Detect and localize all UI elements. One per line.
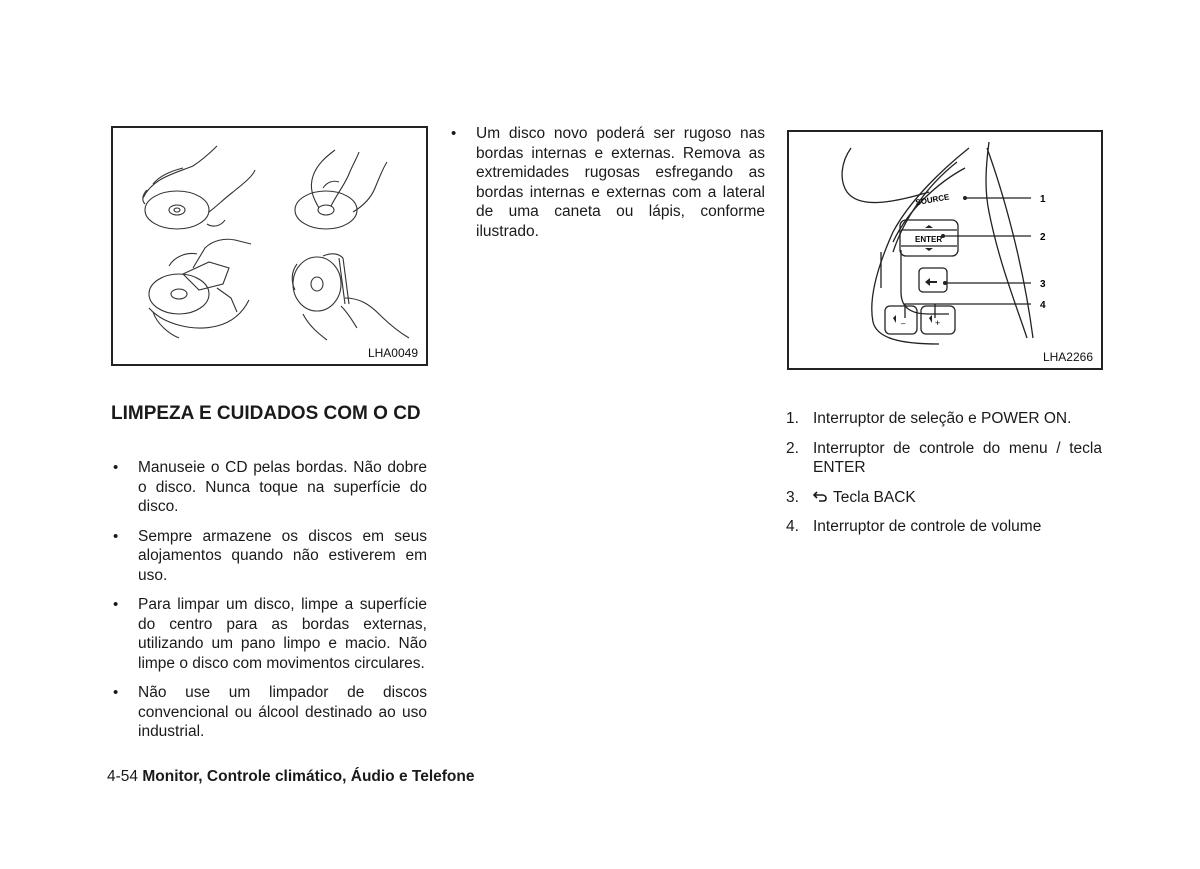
item-text: Interruptor de seleção e POWER ON. <box>813 410 1072 427</box>
cd-handling-figure <box>111 126 428 366</box>
callout-3: 3 <box>1040 279 1046 290</box>
figure-code: LHA0049 <box>367 346 418 360</box>
list-item: • Não use um limpador de discos convencional ou álcool destinado ao uso industrial. <box>111 683 427 742</box>
list-item <box>786 439 1102 478</box>
list-item <box>786 517 1102 537</box>
page-number: 4-54 <box>107 768 139 785</box>
back-arrow-icon <box>813 488 827 508</box>
volume-down-icon <box>893 315 896 323</box>
enter-label: ENTER <box>915 235 943 244</box>
callout-1: 1 <box>1040 194 1046 205</box>
volume-up-icon <box>929 315 932 323</box>
list-item: • Um disco novo poderá ser rugoso nas bordas internas e externas. Remova as extremidades rugosas esfregando as bordas internas e externas com a lateral de uma caneta ou lápis, conforme ilustrado. <box>449 124 765 241</box>
list-item: • Manuseie o CD pelas bordas. Não dobre o disco. Nunca toque na superfície do disco. <box>111 458 427 517</box>
volume-minus-label: – <box>901 319 906 328</box>
controls-list <box>786 409 1102 547</box>
back-arrow-icon <box>925 278 937 286</box>
list-item: • Sempre armazene os discos em seus alojamentos quando não estiverem em uso. <box>111 527 427 586</box>
list-item <box>786 488 1102 508</box>
item-number: 3. <box>786 488 799 506</box>
list-item <box>786 409 1102 429</box>
item-text: Interruptor de controle de volume <box>813 518 1042 535</box>
disc-wiping-drawing <box>149 239 251 338</box>
item-number: 1. <box>786 410 799 427</box>
item-number: 2. <box>786 439 799 457</box>
page-footer <box>107 768 474 786</box>
cd-handling-illustration <box>113 128 426 364</box>
callout-2: 2 <box>1040 232 1046 243</box>
section-heading: LIMPEZA E CUIDADOS COM O CD <box>111 403 421 424</box>
item-number: 4. <box>786 518 799 535</box>
left-column-bullets <box>111 458 427 752</box>
section-title: Monitor, Controle climático, Áudio e Telefone <box>142 768 475 785</box>
disc-held-by-edge-drawing <box>143 146 255 229</box>
disc-pencil-rub-drawing <box>292 254 409 340</box>
source-label: SOURCE <box>914 192 951 208</box>
disc-center-hold-drawing <box>295 150 387 229</box>
steering-controls-illustration <box>789 132 1101 368</box>
list-item: • Para limpar um disco, limpe a superfície do centro para as bordas externas, utilizando um pano limpo e macio. Não limpe o disco com movimentos circulares. <box>111 595 427 673</box>
item-text: Tecla BACK <box>833 488 916 506</box>
callout-4: 4 <box>1040 300 1046 311</box>
figure-code: LHA2266 <box>1042 350 1093 364</box>
steering-controls-figure <box>787 130 1103 370</box>
item-text: Interruptor de controle do menu / tecla ENTER <box>813 439 1102 476</box>
volume-plus-label: + <box>935 318 941 328</box>
middle-column-bullets <box>449 124 765 251</box>
